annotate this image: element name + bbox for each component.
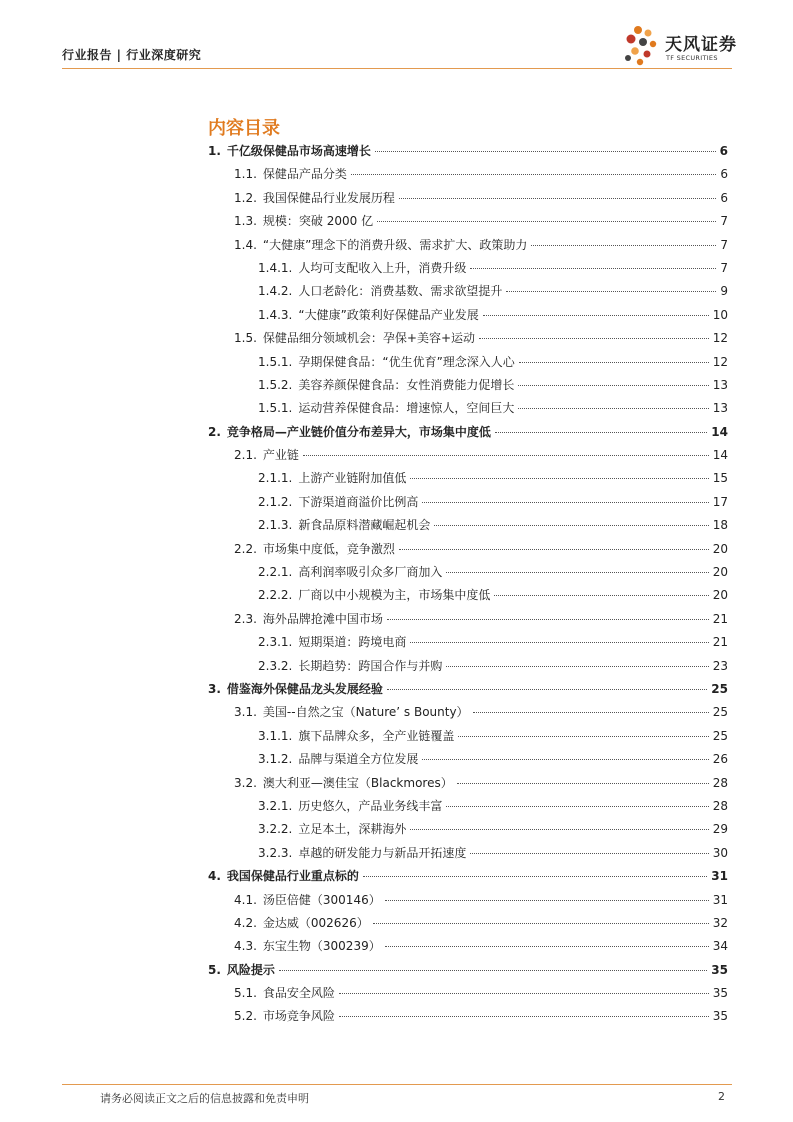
toc-entry-number: 4.3.	[234, 939, 257, 954]
toc-entry-number: 4.	[208, 869, 221, 884]
toc-entry-page: 31	[712, 892, 728, 907]
toc-entry-page: 21	[712, 611, 728, 626]
toc-entry-page: 21	[712, 635, 728, 650]
toc-entry-label	[234, 937, 383, 954]
toc-dot-leader	[506, 291, 716, 292]
toc-entry-label	[234, 189, 397, 206]
toc-entry[interactable]	[208, 353, 728, 376]
toc-entry-page: 7	[720, 237, 728, 252]
toc-dot-leader	[387, 689, 707, 690]
toc-dot-leader	[457, 783, 709, 784]
toc-entry[interactable]	[208, 142, 728, 165]
toc-dot-leader	[531, 245, 716, 246]
toc-entry[interactable]	[208, 399, 728, 422]
footer-disclaimer: 请务必阅读正文之后的信息披露和免责申明	[100, 1092, 309, 1105]
toc-dot-leader	[363, 876, 707, 877]
toc-entry-page: 6	[720, 190, 728, 205]
toc-entry-label	[234, 891, 383, 908]
toc-entry-number: 1.	[208, 144, 221, 158]
toc-entry[interactable]	[208, 727, 728, 750]
toc-entry[interactable]	[208, 469, 728, 492]
toc-entry-label	[258, 469, 408, 486]
toc-entry[interactable]	[208, 774, 728, 797]
toc-entry-number: 1.5.1.	[258, 401, 293, 416]
toc-entry-text: 海外品牌抢滩中国市场	[262, 611, 383, 626]
toc-entry-text: 市场竞争风险	[262, 1009, 335, 1024]
toc-entry-page: 13	[712, 401, 728, 416]
toc-entry-page: 14	[712, 448, 728, 463]
toc-entry-label	[234, 212, 375, 229]
toc-dot-leader	[377, 221, 716, 222]
toc-entry-number: 1.4.	[234, 237, 257, 252]
toc-entry[interactable]	[208, 423, 728, 446]
toc-entry-label	[234, 984, 337, 1001]
toc-entry[interactable]	[208, 212, 728, 235]
toc-entry-page: 35	[712, 1009, 728, 1024]
toc-dot-leader	[446, 666, 708, 667]
toc-dot-leader	[351, 174, 716, 175]
toc-entry-label	[258, 516, 432, 533]
toc-entry-number: 1.3.	[234, 214, 257, 229]
toc-entry-page: 20	[712, 541, 728, 556]
toc-entry-number: 2.2.2.	[258, 588, 293, 603]
toc-entry-page: 15	[712, 471, 728, 486]
toc-entry-page: 6	[720, 167, 728, 182]
toc-entry-number: 3.1.2.	[258, 752, 293, 767]
toc-entry-text: 美容养颜保健食品：女性消费能力促增长	[298, 377, 515, 392]
toc-entry-text: 风险提示	[226, 962, 275, 977]
toc-dot-leader	[410, 829, 708, 830]
toc-entry-label	[234, 540, 397, 557]
toc-entry-page: 14	[711, 424, 728, 439]
toc-entry-number: 1.5.2.	[258, 377, 293, 392]
toc-entry-number: 4.1.	[234, 892, 257, 907]
toc-entry[interactable]	[208, 867, 728, 890]
toc-entry-text: 我国保健品行业发展历程	[262, 190, 395, 205]
toc-entry[interactable]	[208, 937, 728, 960]
toc-entry-number: 1.1.	[234, 167, 257, 182]
toc-entry[interactable]	[208, 540, 728, 563]
toc-entry-text: 东宝生物（300239）	[262, 939, 381, 954]
toc-entry-label	[208, 680, 385, 697]
toc-entry[interactable]	[208, 610, 728, 633]
toc-entry-text: 立足本土，深耕海外	[298, 822, 407, 837]
brand-logo	[622, 24, 737, 72]
toc-entry-text: 高利润率吸引众多厂商加入	[298, 565, 443, 580]
toc-entry-text: 食品安全风险	[262, 986, 335, 1001]
toc-entry-text: 美国--自然之宝（Nature’ s Bounty）	[262, 705, 469, 720]
toc-entry-page: 7	[720, 260, 728, 275]
toc-entry-number: 1.5.	[234, 331, 257, 346]
toc-entry-text: 历史悠久，产品业务线丰富	[298, 798, 443, 813]
toc-entry[interactable]	[208, 516, 728, 539]
toc-dot-leader	[434, 525, 708, 526]
brand-flower-icon	[622, 24, 662, 70]
toc-entry-text: 借鉴海外保健品龙头发展经验	[226, 681, 383, 696]
toc-dot-leader	[279, 970, 707, 971]
toc-entry-text: 澳大利亚—澳佳宝（Blackmores）	[262, 775, 453, 790]
toc-entry[interactable]	[208, 750, 728, 773]
toc-entry-page: 18	[712, 518, 728, 533]
toc-dot-leader	[470, 268, 716, 269]
toc-dot-leader	[422, 502, 708, 503]
toc-entry[interactable]	[208, 236, 728, 259]
toc-entry-page: 23	[712, 658, 728, 673]
toc-entry[interactable]	[208, 446, 728, 469]
toc-dot-leader	[399, 198, 716, 199]
toc-entry-text: 短期渠道：跨境电商	[298, 635, 407, 650]
toc-entry-label	[234, 1007, 337, 1024]
toc-dot-leader	[399, 549, 709, 550]
toc-entry-page: 20	[712, 588, 728, 603]
toc-entry-text: 长期趋势：跨国合作与并购	[298, 658, 443, 673]
toc-dot-leader	[410, 642, 708, 643]
toc-entry[interactable]	[208, 493, 728, 516]
toc-entry-text: 品牌与渠道全方位发展	[298, 752, 419, 767]
toc-entry-label	[234, 774, 455, 791]
toc-entry-label	[208, 142, 373, 159]
toc-entry-page: 30	[712, 845, 728, 860]
toc-entry-text: 产业链	[262, 448, 299, 463]
toc-entry-page: 20	[712, 565, 728, 580]
toc-dot-leader	[387, 619, 709, 620]
toc-entry-label	[258, 586, 492, 603]
toc-entry-number: 4.2.	[234, 915, 257, 930]
toc-dot-leader	[483, 315, 709, 316]
toc-entry-label	[258, 844, 468, 861]
toc-dot-leader	[422, 759, 708, 760]
toc-entry-number: 2.2.1.	[258, 565, 293, 580]
toc-entry-page: 32	[712, 915, 728, 930]
toc-entry-page: 10	[712, 307, 728, 322]
toc-dot-leader	[458, 736, 708, 737]
toc-entry[interactable]	[208, 703, 728, 726]
toc-entry-page: 13	[712, 377, 728, 392]
toc-entry-text: 规模：突破 2000 亿	[262, 214, 374, 229]
toc-entry-label	[258, 820, 408, 837]
toc-entry-text: 人口老龄化：消费基数、需求欲望提升	[298, 284, 503, 299]
brand-name-cn: 天风证券	[665, 35, 737, 55]
toc-entry-label	[208, 423, 493, 440]
toc-entry-text: 旗下品牌众多，全产业链覆盖	[298, 728, 455, 743]
toc-entry[interactable]	[208, 1007, 728, 1030]
toc-entry-label	[258, 306, 481, 323]
toc-entry-number: 3.2.3.	[258, 845, 293, 860]
toc-entry-text: 孕期保健食品：“优生优育”理念深入人心	[298, 354, 515, 369]
toc-entry-page: 6	[719, 144, 728, 158]
toc-entry[interactable]	[208, 563, 728, 586]
toc-entry-page: 28	[712, 798, 728, 813]
toc-entry[interactable]	[208, 844, 728, 867]
toc-entry-number: 3.1.1.	[258, 728, 293, 743]
toc-dot-leader	[495, 432, 707, 433]
toc-entry-label	[258, 657, 444, 674]
toc-entry-text: 竞争格局—产业链价值分布差异大，市场集中度低	[226, 424, 491, 439]
toc-entry-page: 25	[712, 705, 728, 720]
toc-entry-label	[234, 329, 477, 346]
toc-entry-text: 卓越的研发能力与新品开拓速度	[298, 845, 467, 860]
report-breadcrumb: 行业报告 | 行业深度研究	[62, 48, 202, 62]
toc-entry-number: 2.3.1.	[258, 635, 293, 650]
toc-entry-text: 新食品原料潜藏崛起机会	[298, 518, 431, 533]
toc-entry-text: 上游产业链附加值低	[298, 471, 407, 486]
toc-entry-page: 35	[712, 986, 728, 1001]
toc-entry-number: 2.2.	[234, 541, 257, 556]
page-number: 2	[718, 1090, 725, 1103]
toc-dot-leader	[494, 595, 708, 596]
toc-entry-label	[258, 727, 456, 744]
toc-dot-leader	[385, 900, 709, 901]
toc-entry-page: 34	[712, 939, 728, 954]
toc-entry-text: 保健品细分领域机会：孕保+美容+运动	[262, 331, 476, 346]
toc-entry-text: 保健品产品分类	[262, 167, 347, 182]
toc-dot-leader	[410, 478, 708, 479]
toc-title: 内容目录	[208, 118, 280, 139]
toc-entry-number: 2.3.	[234, 611, 257, 626]
toc-entry-number: 2.1.1.	[258, 471, 293, 486]
toc-dot-leader	[470, 853, 708, 854]
toc-entry[interactable]	[208, 306, 728, 329]
toc-dot-leader	[479, 338, 709, 339]
toc-dot-leader	[303, 455, 709, 456]
toc-entry-label	[258, 797, 444, 814]
toc-entry-page: 12	[712, 354, 728, 369]
toc-entry[interactable]	[208, 984, 728, 1007]
toc-entry-number: 3.1.	[234, 705, 257, 720]
toc-entry-text: 运动营养保健食品：增速惊人，空间巨大	[298, 401, 515, 416]
toc-dot-leader	[339, 1016, 709, 1017]
toc-entry-label	[258, 376, 516, 393]
toc-dot-leader	[446, 572, 708, 573]
toc-entry-number: 1.4.3.	[258, 307, 293, 322]
toc-entry-label	[234, 236, 529, 253]
toc-entry-page: 12	[712, 331, 728, 346]
toc-entry-number: 5.	[208, 962, 221, 977]
toc-entry-text: 我国保健品行业重点标的	[226, 869, 359, 884]
toc-entry-number: 5.1.	[234, 986, 257, 1001]
toc-dot-leader	[385, 946, 709, 947]
toc-entry-label	[234, 914, 371, 931]
toc-entry-page: 35	[711, 962, 728, 977]
toc-entry[interactable]	[208, 329, 728, 352]
toc-entry-label	[258, 750, 420, 767]
brand-name-en: TF SECURITIES	[666, 54, 718, 62]
toc-entry-text: 千亿级保健品市场高速增长	[226, 144, 371, 158]
toc-entry-page: 25	[711, 681, 728, 696]
toc-entry-label	[234, 446, 301, 463]
toc-entry-number: 2.1.3.	[258, 518, 293, 533]
toc-dot-leader	[373, 923, 709, 924]
toc-entry-text: 汤臣倍健（300146）	[262, 892, 381, 907]
toc-entry-label	[258, 353, 517, 370]
toc-entry-number: 3.	[208, 681, 221, 696]
toc-dot-leader	[473, 712, 709, 713]
toc-entry-page: 29	[712, 822, 728, 837]
toc-dot-leader	[519, 362, 709, 363]
toc-entry[interactable]	[208, 680, 728, 703]
toc-entry-text: “大健康”理念下的消费升级、需求扩大、政策助力	[262, 237, 528, 252]
toc-entry-page: 9	[720, 284, 728, 299]
toc-entry-label	[258, 633, 408, 650]
toc-entry-label	[258, 399, 516, 416]
toc-entry-page: 26	[712, 752, 728, 767]
toc-entry-page: 17	[712, 494, 728, 509]
toc-entry[interactable]	[208, 891, 728, 914]
toc-dot-leader	[518, 408, 708, 409]
toc-entry-label	[258, 259, 468, 276]
toc-entry-text: “大健康”政策利好保健品产业发展	[298, 307, 479, 322]
toc-entry-number: 2.3.2.	[258, 658, 293, 673]
toc-entry-page: 31	[711, 869, 728, 884]
toc-entry-number: 2.1.2.	[258, 494, 293, 509]
toc-entry-number: 1.4.2.	[258, 284, 293, 299]
toc-entry-label	[234, 703, 471, 720]
toc-entry[interactable]	[208, 586, 728, 609]
toc-entry[interactable]	[208, 961, 728, 984]
toc-entry-page: 7	[720, 214, 728, 229]
toc-entry[interactable]	[208, 797, 728, 820]
toc-entry-number: 3.2.2.	[258, 822, 293, 837]
toc-dot-leader	[518, 385, 708, 386]
toc-entry-text: 金达威（002626）	[262, 915, 369, 930]
toc-entry[interactable]	[208, 165, 728, 188]
toc-dot-leader	[375, 151, 716, 152]
toc-entry-label	[258, 493, 420, 510]
toc-entry-text: 下游渠道商溢价比例高	[298, 494, 419, 509]
toc-entry-number: 3.2.	[234, 775, 257, 790]
toc-entry-label	[208, 867, 361, 884]
toc-entry-number: 5.2.	[234, 1009, 257, 1024]
toc-entry-text: 厂商以中小规模为主，市场集中度低	[298, 588, 491, 603]
toc-entry[interactable]	[208, 282, 728, 305]
toc-entry[interactable]	[208, 820, 728, 843]
toc-entry-number: 1.4.1.	[258, 260, 293, 275]
toc-entry[interactable]	[208, 633, 728, 656]
footer-divider	[62, 1084, 732, 1085]
toc-dot-leader	[339, 993, 709, 994]
toc-entry[interactable]	[208, 259, 728, 282]
toc-entry-text: 市场集中度低，竞争激烈	[262, 541, 395, 556]
header-divider	[62, 68, 732, 69]
toc-dot-leader	[446, 806, 708, 807]
toc-entry-text: 人均可支配收入上升，消费升级	[298, 260, 467, 275]
toc-entry[interactable]	[208, 189, 728, 212]
toc-entry-number: 2.	[208, 424, 221, 439]
toc-entry[interactable]	[208, 657, 728, 680]
toc-entry-label	[258, 282, 504, 299]
toc-entry-page: 28	[712, 775, 728, 790]
toc-entry-label	[208, 961, 277, 978]
toc-entry-number: 2.1.	[234, 448, 257, 463]
toc-entry-number: 1.5.1.	[258, 354, 293, 369]
toc-entry-page: 25	[712, 728, 728, 743]
toc-entry[interactable]	[208, 376, 728, 399]
toc-entry-number: 1.2.	[234, 190, 257, 205]
table-of-contents	[208, 142, 728, 1031]
toc-entry-label	[234, 165, 349, 182]
toc-entry-number: 3.2.1.	[258, 798, 293, 813]
toc-entry-label	[258, 563, 444, 580]
toc-entry[interactable]	[208, 914, 728, 937]
toc-entry-label	[234, 610, 385, 627]
